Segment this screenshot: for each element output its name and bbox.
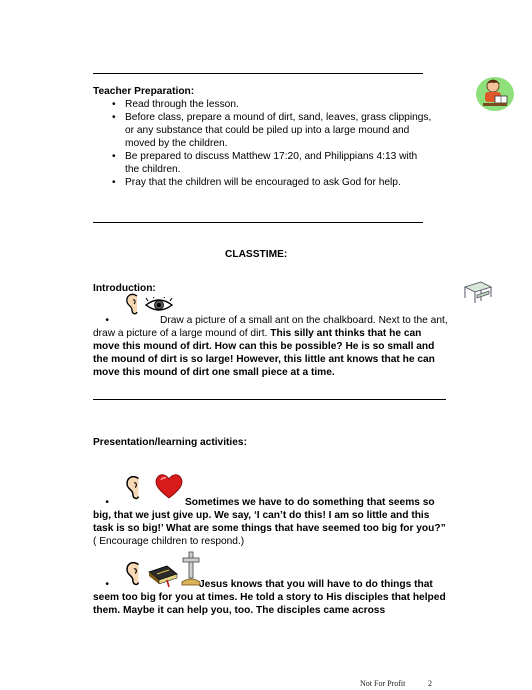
prep-item: • Be prepared to discuss Matthew 17:20, and Philippians 4:13 with the children. <box>93 150 433 176</box>
middle-rule <box>93 222 423 223</box>
desk-icon <box>463 279 493 305</box>
student-reading-icon <box>475 76 515 112</box>
page-number: 2 <box>428 679 432 688</box>
bullet: • <box>105 497 109 508</box>
introduction-paragraph <box>93 314 449 379</box>
teacher-prep-heading: Teacher Preparation: <box>93 86 195 97</box>
introduction-text: Draw a picture of a small ant on the chalkboard. Next to the ant, draw a picture of a large mound of dirt. <box>93 315 448 339</box>
presentation-paragraph-1 <box>93 496 449 548</box>
presentation-text-2: Jesus knows that you will have to do things that seem too big for you at times. He told a story to His disciples that helped them. Maybe it can help you, too. The disciples came across <box>93 579 446 616</box>
bullet: • <box>105 579 109 590</box>
presentation-text-1: Sometimes we have to do something that seems so big, that we just give up. We say, ‘I can’t do this! I am so little and this task is so big!’ What are some things that have seemed too big for you?” <box>93 497 446 534</box>
presentation-note-1: ( Encourage children to respond.) <box>93 536 245 547</box>
lower-rule <box>93 399 446 400</box>
teacher-prep-list <box>93 98 433 189</box>
introduction-heading: Introduction: <box>93 283 156 294</box>
presentation-heading: Presentation/learning activities: <box>93 437 247 448</box>
eye-icon <box>144 297 174 313</box>
classtime-heading: CLASSTIME: <box>225 249 288 260</box>
top-rule <box>93 73 423 74</box>
introduction-bold-text: This silly ant thinks that he can move this mound of dirt. How can this be possible? He is so small and the mound of dirt is so large! However, this little ant knows that he can move this mound of dirt one small piece at a time. <box>93 328 435 378</box>
footer-label: Not For Profit <box>360 679 406 688</box>
bullet: • <box>105 315 109 326</box>
prep-item: • Read through the lesson. <box>93 98 433 111</box>
presentation-paragraph-2 <box>93 578 449 617</box>
ear-icon <box>125 292 141 316</box>
prep-item: • Pray that the children will be encouraged to ask God for help. <box>93 176 433 189</box>
prep-item: • Before class, prepare a mound of dirt, sand, leaves, grass clippings, or any substance that could be piled up into a large mound and moved by the children. <box>93 111 433 150</box>
